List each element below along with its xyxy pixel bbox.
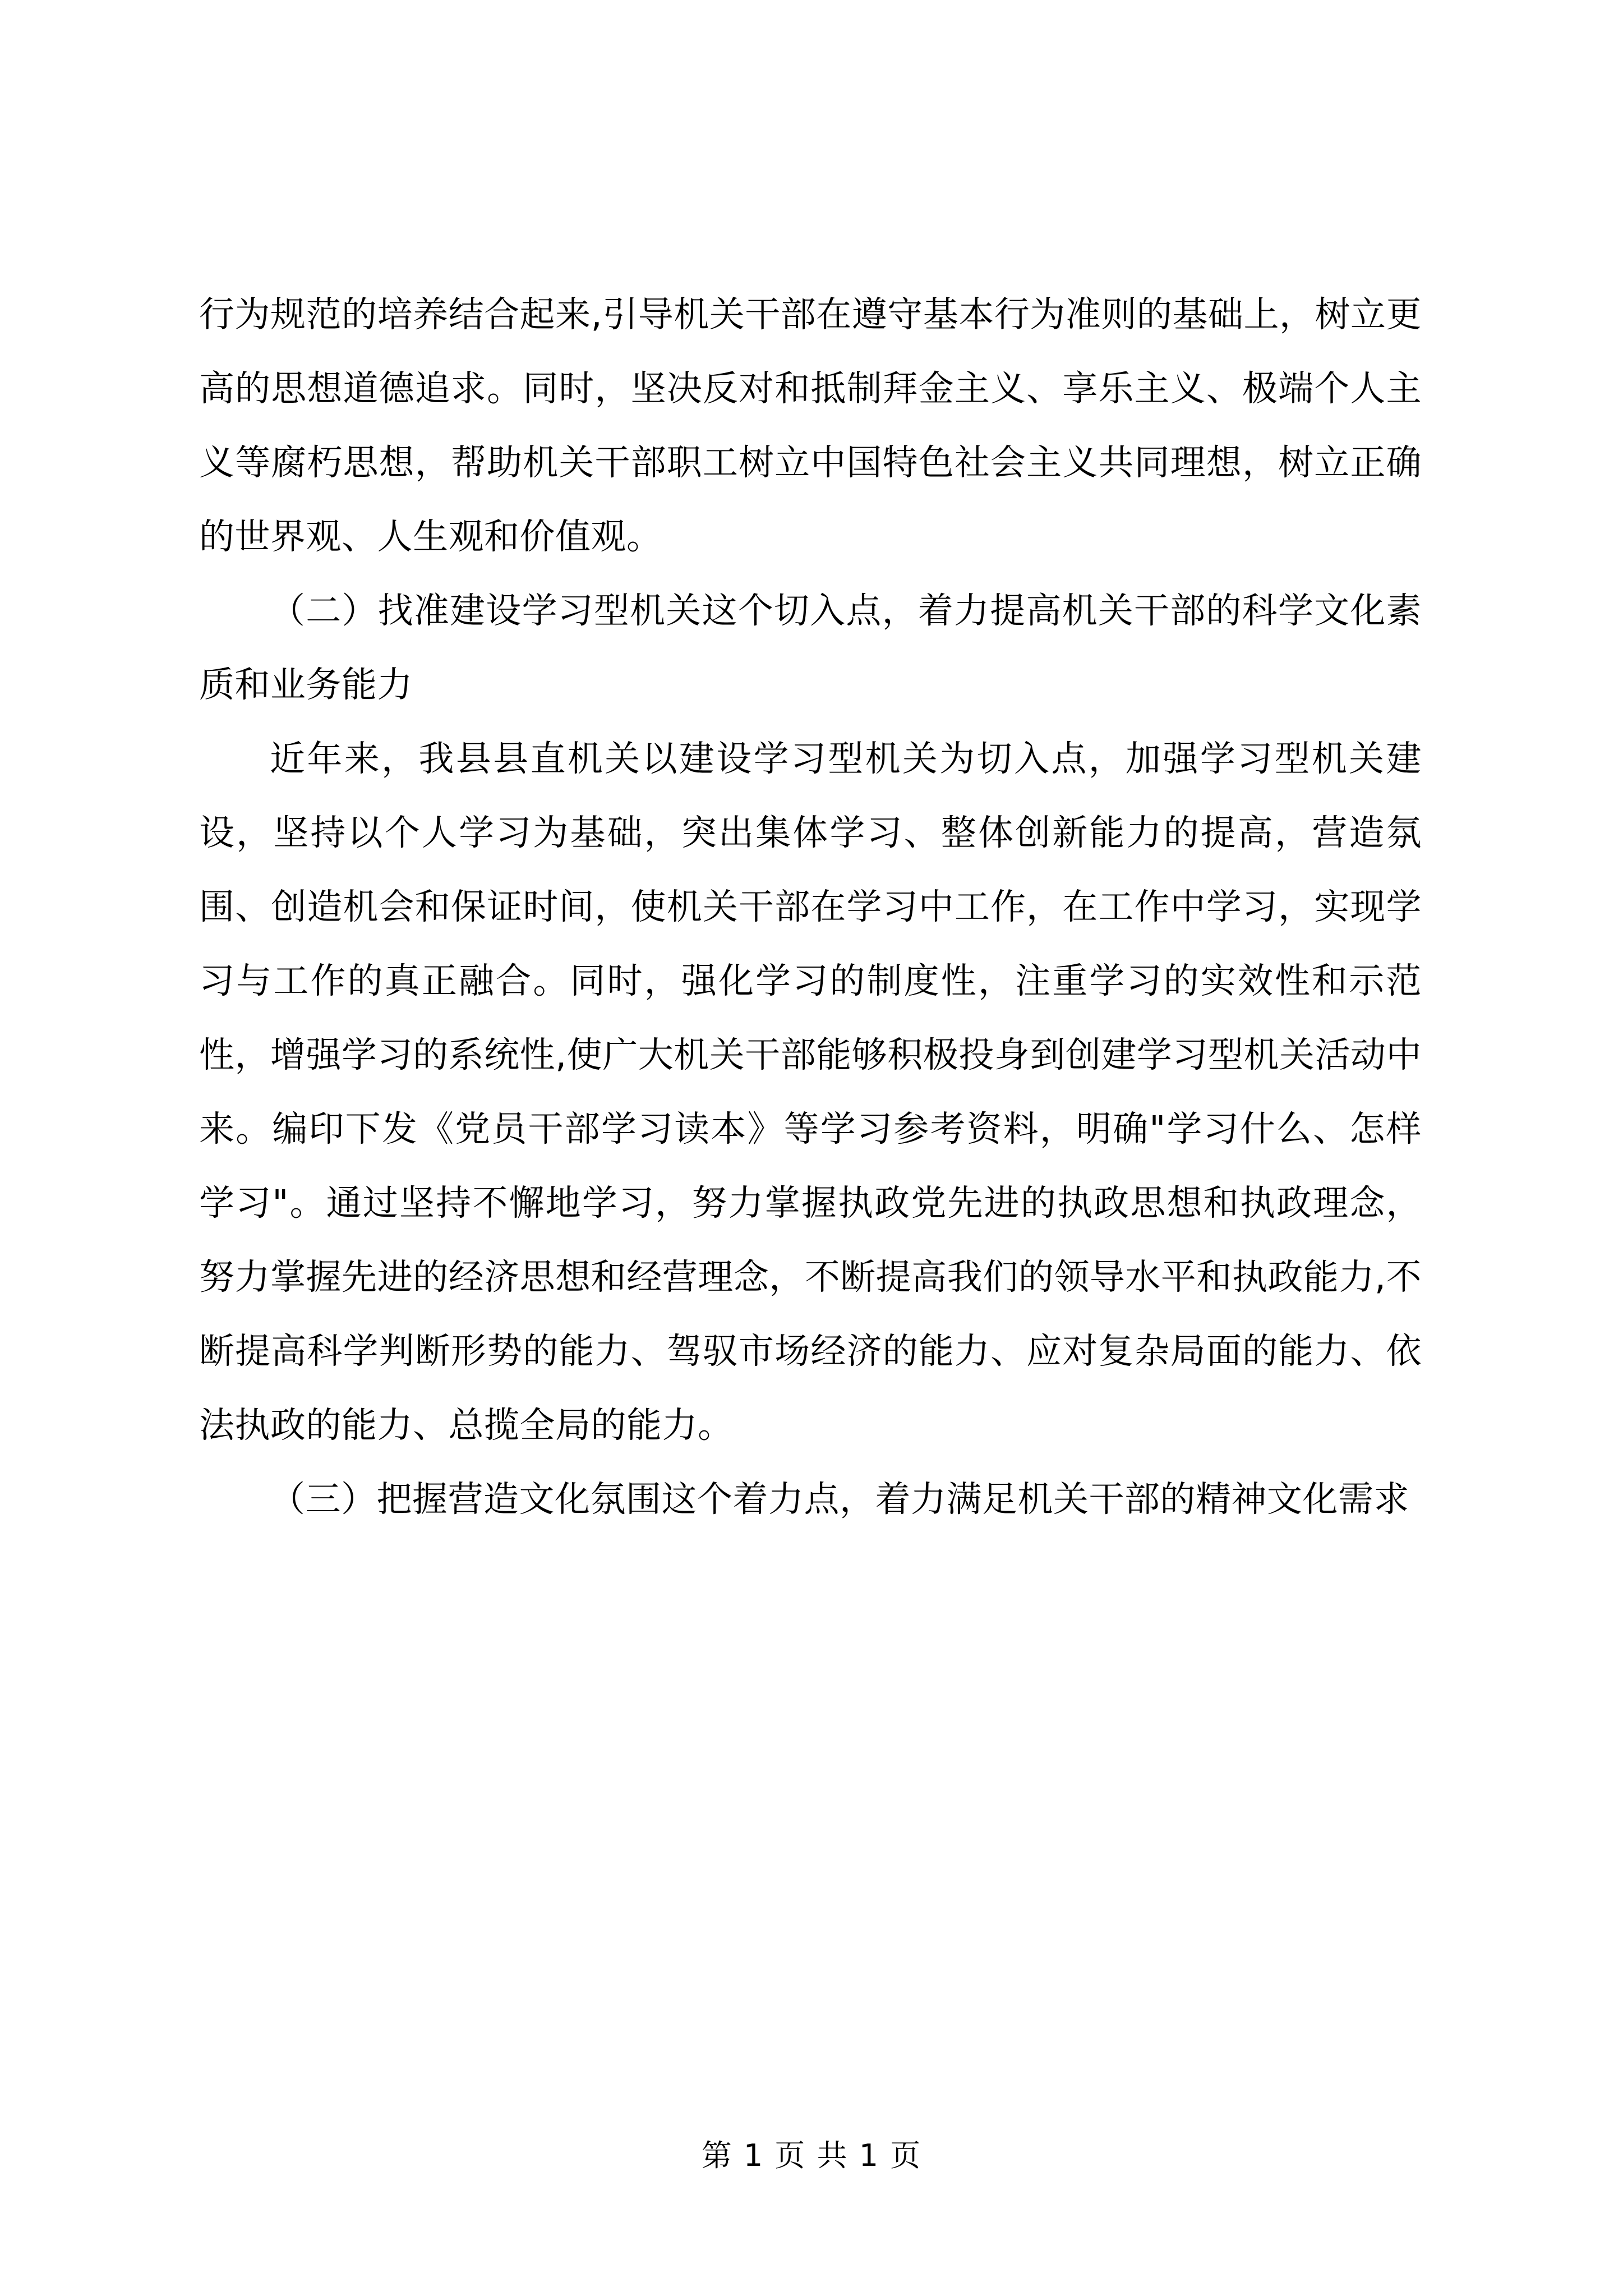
- document-body: [199, 278, 1422, 1536]
- paragraph-heading-three: （三）把握营造文化氛围这个着力点，着力满足机关干部的精神文化需求: [270, 1479, 1409, 1520]
- page-footer: 第 1 页 共 1 页: [701, 2138, 922, 2173]
- paragraph: 行为规范的培养结合起来,引导机关干部在遵守基本行为准则的基础上，树立更高的思想道德追求。同时，坚决反对和抵制拜金主义、享乐主义、极端个人主义等腐朽思想，帮助机关干部职工树立中国特色社会主义共同理想，树立正确的世界观、人生观和价值观。: [199, 294, 1422, 557]
- paragraph-heading-two: （二）找准建设学习型机关这个切入点，着力提高机关干部的科学文化素质和业务能力: [199, 590, 1422, 705]
- paragraph: 近年来，我县县直机关以建设学习型机关为切入点，加强学习型机关建设，坚持以个人学习为基础，突出集体学习、整体创新能力的提高，营造氛围、创造机会和保证时间，使机关干部在学习中工作，在工作中学习，实现学习与工作的真正融合。同时，强化学习的制度性，注重学习的实效性和示范性，增强学习的系统性,使广大机关干部能够积极投身到创建学习型机关活动中来。编印下发《党员干部学习读本》等学习参考资料，明确"学习什么、怎样学习"。通过坚持不懈地学习，努力掌握执政党先进的执政思想和执政理念，努力掌握先进的经济思想和经营理念，不断提高我们的领导水平和执政能力,不断提高科学判断形势的能力、驾驭市场经济的能力、应对复杂局面的能力、依法执政的能力、总揽全局的能力。: [199, 738, 1422, 1446]
